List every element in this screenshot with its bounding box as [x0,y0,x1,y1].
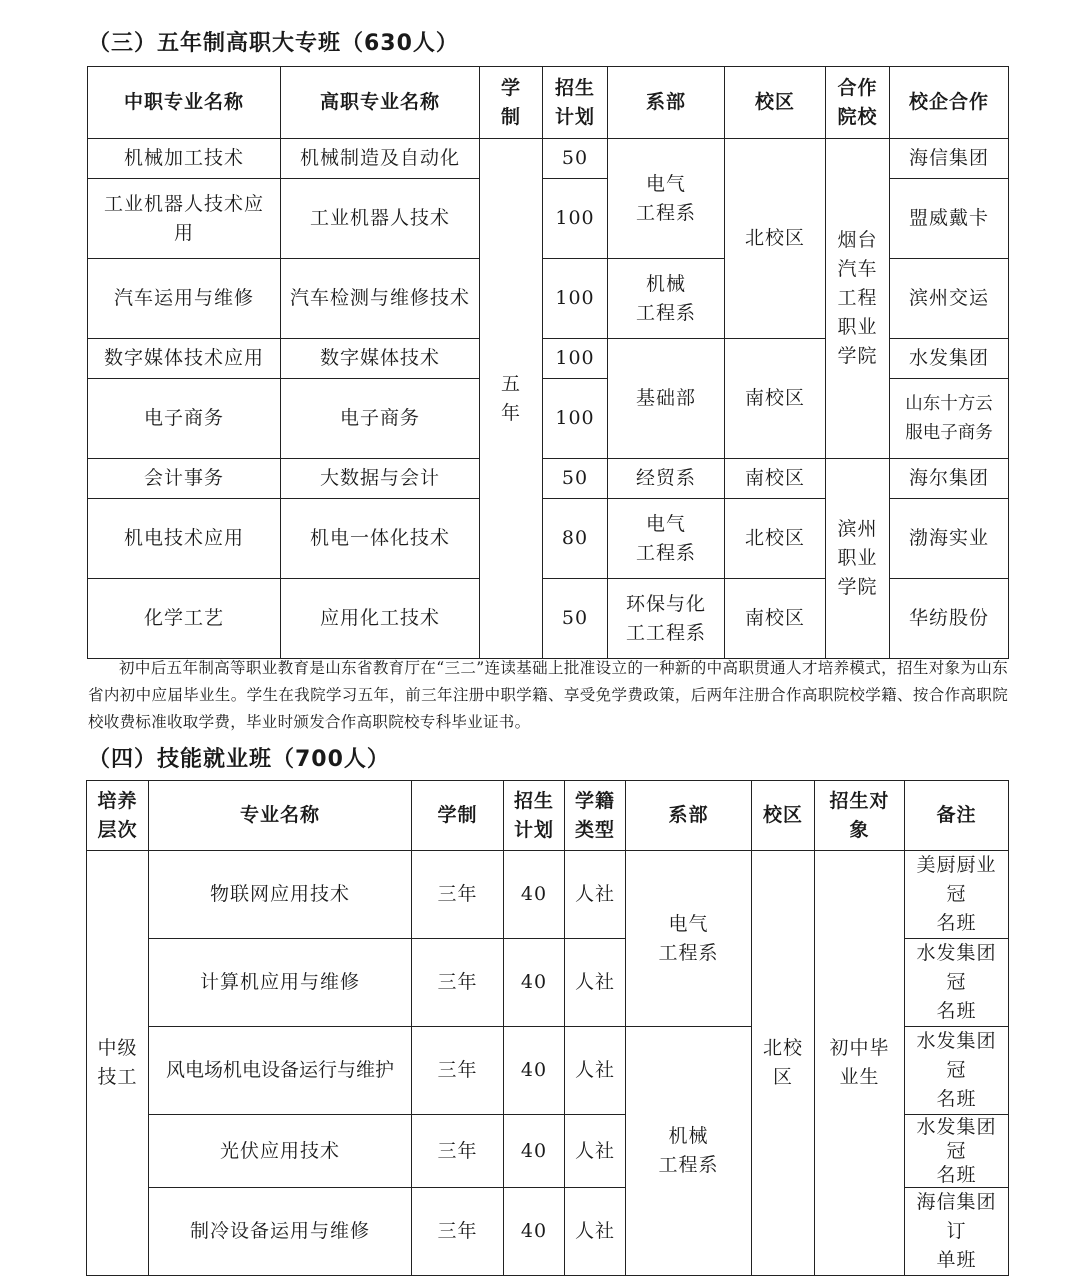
campus-cell: 北校区 [725,139,826,339]
header-partner-college: 合作 院校 [826,67,890,139]
duration-cell: 五 年 [480,139,543,659]
header-registration-type: 学籍 类型 [565,781,626,851]
header-department: 系部 [608,67,725,139]
header-target-students: 招生对 象 [815,781,905,851]
target-students-cell: 初中毕 业生 [815,851,905,1276]
higher-major-cell: 机电一体化技术 [281,499,480,579]
table-row [88,139,1009,179]
major-name-cell: 光伏应用技术 [149,1115,412,1188]
plan-cell: 100 [543,259,608,339]
secondary-major-cell: 工业机器人技术应 用 [88,179,281,259]
five-year-program-table [87,66,1009,659]
higher-major-cell: 机械制造及自动化 [281,139,480,179]
skills-employment-table [86,780,1009,1276]
enterprise-cell: 盟威戴卡 [890,179,1009,259]
higher-major-cell: 应用化工技术 [281,579,480,659]
enterprise-cell: 山东十方云 服电子商务 [890,379,1009,459]
duration-cell: 三年 [412,1188,504,1276]
header-training-level: 培养 层次 [87,781,149,851]
campus-cell: 北校 区 [752,851,815,1276]
campus-cell: 南校区 [725,459,826,499]
major-name-cell: 计算机应用与维修 [149,939,412,1027]
remarks-cell: 水发集团冠 名班 [905,1115,1009,1188]
header-enterprise-partner: 校企合作 [890,67,1009,139]
plan-cell: 40 [504,1115,565,1188]
plan-cell: 40 [504,939,565,1027]
duration-cell: 三年 [412,939,504,1027]
secondary-major-cell: 机电技术应用 [88,499,281,579]
header-campus: 校区 [725,67,826,139]
campus-cell: 南校区 [725,339,826,459]
header-enrollment-plan: 招生 计划 [504,781,565,851]
duration-cell: 三年 [412,851,504,939]
plan-cell: 40 [504,1188,565,1276]
remarks-cell: 水发集团冠 名班 [905,1027,1009,1115]
department-cell: 机械 工程系 [608,259,725,339]
secondary-major-cell: 机械加工技术 [88,139,281,179]
table-row [87,851,1009,939]
remarks-cell: 美厨厨业冠 名班 [905,851,1009,939]
header-department: 系部 [626,781,752,851]
plan-cell: 100 [543,339,608,379]
major-name-cell: 制冷设备运用与维修 [149,1188,412,1276]
campus-cell: 南校区 [725,579,826,659]
partner-college-cell: 滨州 职业 学院 [826,459,890,659]
header-campus: 校区 [752,781,815,851]
enterprise-cell: 华纺股份 [890,579,1009,659]
department-cell: 环保与化 工工程系 [608,579,725,659]
plan-cell: 40 [504,851,565,939]
plan-cell: 50 [543,459,608,499]
partner-college-cell: 烟台 汽车 工程 职业 学院 [826,139,890,459]
header-duration: 学 制 [480,67,543,139]
major-name-cell: 物联网应用技术 [149,851,412,939]
department-cell: 电气 工程系 [608,499,725,579]
enterprise-cell: 海信集团 [890,139,1009,179]
plan-cell: 50 [543,579,608,659]
header-major-name: 专业名称 [149,781,412,851]
duration-cell: 三年 [412,1115,504,1188]
enterprise-cell: 滨州交运 [890,259,1009,339]
secondary-major-cell: 化学工艺 [88,579,281,659]
table-header-row [88,67,1009,139]
department-cell: 电气 工程系 [626,851,752,1027]
department-cell: 基础部 [608,339,725,459]
remarks-cell: 海信集团订 单班 [905,1188,1009,1276]
section-4-title: （四）技能就业班（700人） [88,747,390,772]
department-cell: 经贸系 [608,459,725,499]
header-duration: 学制 [412,781,504,851]
duration-cell: 三年 [412,1027,504,1115]
secondary-major-cell: 会计事务 [88,459,281,499]
header-enrollment-plan: 招生 计划 [543,67,608,139]
plan-cell: 50 [543,139,608,179]
program-note: 初中后五年制高等职业教育是山东省教育厅在“三二”连读基础上批准设立的一种新的中高职贯通人才培养模式，招生对象为山东省内初中应届毕业生。学生在我院学习五年，前三年注册中职学籍、享受免学费政策，后两年注册合作高职院校学籍、按合作高职院校收费标准收取学费，毕业时颁发合作高职院校专科毕业证书。 [88,659,1008,731]
plan-cell: 100 [543,379,608,459]
higher-major-cell: 数字媒体技术 [281,339,480,379]
plan-cell: 80 [543,499,608,579]
registration-type-cell: 人社 [565,1115,626,1188]
secondary-major-cell: 电子商务 [88,379,281,459]
registration-type-cell: 人社 [565,1188,626,1276]
enterprise-cell: 海尔集团 [890,459,1009,499]
table-row [88,459,1009,499]
department-cell: 机械 工程系 [626,1027,752,1276]
secondary-major-cell: 汽车运用与维修 [88,259,281,339]
higher-major-cell: 汽车检测与维修技术 [281,259,480,339]
header-remarks: 备注 [905,781,1009,851]
secondary-major-cell: 数字媒体技术应用 [88,339,281,379]
training-level-cell: 中级 技工 [87,851,149,1276]
department-cell: 电气 工程系 [608,139,725,259]
higher-major-cell: 大数据与会计 [281,459,480,499]
campus-cell: 北校区 [725,499,826,579]
registration-type-cell: 人社 [565,851,626,939]
header-secondary-major: 中职专业名称 [88,67,281,139]
table-header-row [87,781,1009,851]
remarks-cell: 水发集团冠 名班 [905,939,1009,1027]
enterprise-cell: 水发集团 [890,339,1009,379]
section-3-title: （三）五年制高职大专班（630人） [88,31,459,56]
enterprise-cell: 渤海实业 [890,499,1009,579]
registration-type-cell: 人社 [565,1027,626,1115]
header-higher-major: 高职专业名称 [281,67,480,139]
major-name-cell: 风电场机电设备运行与维护 [149,1027,412,1115]
plan-cell: 100 [543,179,608,259]
higher-major-cell: 电子商务 [281,379,480,459]
higher-major-cell: 工业机器人技术 [281,179,480,259]
registration-type-cell: 人社 [565,939,626,1027]
plan-cell: 40 [504,1027,565,1115]
